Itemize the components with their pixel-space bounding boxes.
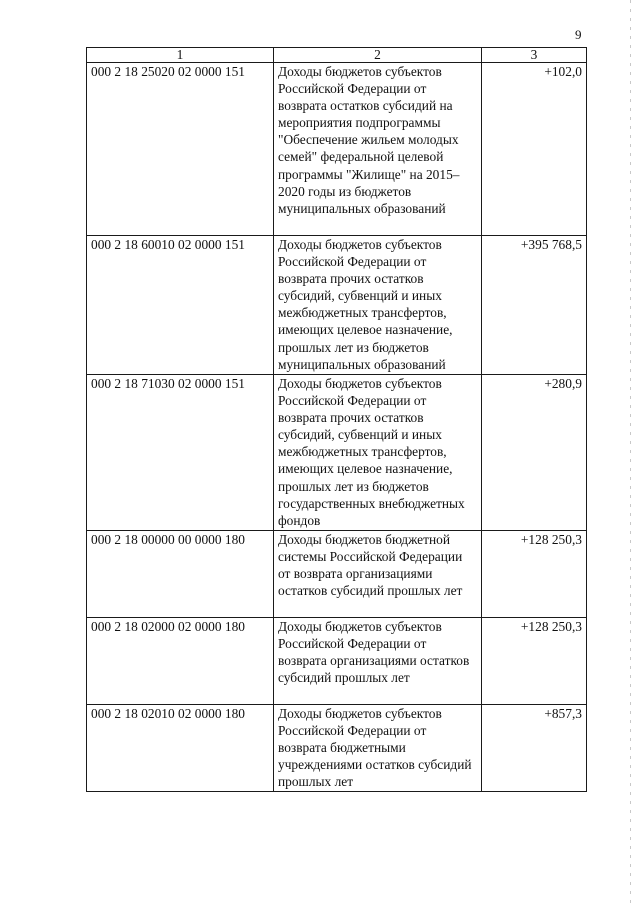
column-header-2: 2 bbox=[274, 48, 482, 63]
table-row bbox=[87, 531, 587, 618]
budget-amount: +102,0 bbox=[482, 63, 587, 236]
table-row bbox=[87, 63, 587, 236]
budget-description: Доходы бюджетов бюджетной системы Российской Федерации от возврата организациями остатков субсидий прошлых лет bbox=[274, 531, 482, 618]
budget-code: 000 2 18 02010 02 0000 180 bbox=[87, 705, 274, 792]
table-header-row bbox=[87, 48, 587, 63]
budget-description: Доходы бюджетов субъектов Российской Федерации от возврата прочих остатков субсидий, субвенций и иных межбюджетных трансфертов, имеющих целевое назначение, прошлых лет из бюджетов муниципальных образований bbox=[274, 236, 482, 375]
column-header-1: 1 bbox=[87, 48, 274, 63]
budget-amount: +128 250,3 bbox=[482, 618, 587, 705]
table-row bbox=[87, 375, 587, 531]
budget-description: Доходы бюджетов субъектов Российской Федерации от возврата бюджетными учреждениями остатков субсидий прошлых лет bbox=[274, 705, 482, 792]
budget-description: Доходы бюджетов субъектов Российской Федерации от возврата организациями остатков субсидий прошлых лет bbox=[274, 618, 482, 705]
column-header-3: 3 bbox=[482, 48, 587, 63]
budget-amount: +280,9 bbox=[482, 375, 587, 531]
budget-code: 000 2 18 25020 02 0000 151 bbox=[87, 63, 274, 236]
budget-description: Доходы бюджетов субъектов Российской Федерации от возврата прочих остатков субсидий, субвенций и иных межбюджетных трансфертов, имеющих целевое назначение, прошлых лет из бюджетов государственных внебюджетных фондов bbox=[274, 375, 482, 531]
budget-code: 000 2 18 00000 00 0000 180 bbox=[87, 531, 274, 618]
budget-amount: +395 768,5 bbox=[482, 236, 587, 375]
table-row bbox=[87, 618, 587, 705]
budget-code: 000 2 18 60010 02 0000 151 bbox=[87, 236, 274, 375]
page-number: 9 bbox=[575, 27, 582, 42]
budget-table bbox=[86, 47, 587, 792]
budget-description: Доходы бюджетов субъектов Российской Федерации от возврата остатков субсидий на мероприятия подпрограммы "Обеспечение жильем молодых семей" федеральной целевой программы "Жилище" на 2015–2020 годы из бюджетов муниципальных образований bbox=[274, 63, 482, 236]
table-row bbox=[87, 236, 587, 375]
scan-edge-marks bbox=[630, 0, 631, 905]
budget-amount: +128 250,3 bbox=[482, 531, 587, 618]
budget-code: 000 2 18 71030 02 0000 151 bbox=[87, 375, 274, 531]
budget-amount: +857,3 bbox=[482, 705, 587, 792]
budget-code: 000 2 18 02000 02 0000 180 bbox=[87, 618, 274, 705]
table-row bbox=[87, 705, 587, 792]
